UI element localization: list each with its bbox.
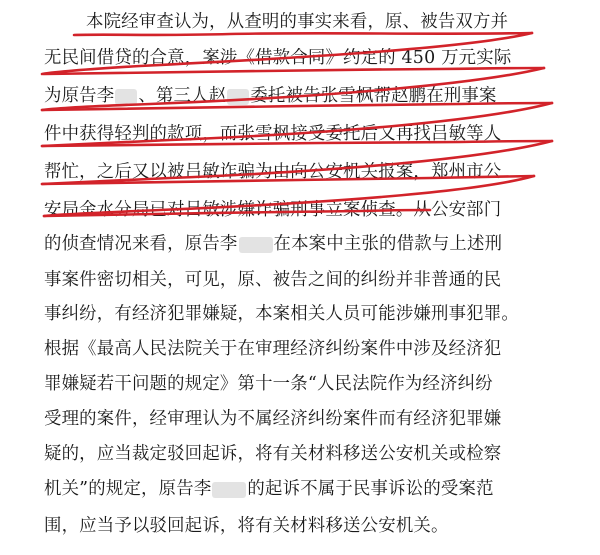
paragraph-line: 的侦查情况来看，原告李 在本案中主张的借款与上述刑 [44,234,503,254]
paragraph-line: 受理的案件，经审理认为不属经济纠纷案件而有经济犯罪嫌 [44,409,502,429]
paragraph-line: 围，应当予以驳回起诉，将有关材料移送公安机关。 [44,516,449,536]
paragraph-line: 件中获得轻判的款项，而张雪枫接受委托后又再找吕敏等人 [44,124,502,144]
paragraph-line: 根据《最高人民法院关于在审理经济纠纷案件中涉及经济犯 [44,339,502,359]
paragraph-line: 无民间借贷的合意，案涉《借款合同》约定的 450 万元实际 [44,48,512,68]
paragraph-line: 安局金水分局已对吕敏涉嫌诈骗刑事立案侦查。从公安部门 [44,200,502,220]
paragraph-line: 本院经审查认为，从查明的事实来看，原、被告双方并 [86,12,509,32]
paragraph-line: 事案件密切相关，可见，原、被告之间的纠纷并非普通的民 [44,270,502,290]
paragraph-line: 罪嫌疑若干问题的规定》第十一条“人民法院作为经济纠纷 [44,374,493,394]
paragraph-line: 事纠纷，有经济犯罪嫌疑，本案相关人员可能涉嫌刑事犯罪。 [44,304,519,324]
paragraph-line: 机关”的规定，原告李 的起诉不属于民事诉讼的受案范 [44,479,494,499]
paragraph-line: 为原告李 、第三人赵 委托被告张雪枫帮赵鹏在刑事案 [44,86,497,106]
redacted-name [227,89,249,105]
paragraph-line: 帮忙，之后又以被吕敏诈骗为由向公安机关报案，郑州市公 [44,162,502,182]
redacted-name [212,482,246,498]
paragraph-line: 疑的，应当裁定驳回起诉，将有关材料移送公安机关或检察 [44,444,502,464]
redacted-name [239,237,273,253]
redacted-name [115,89,137,105]
